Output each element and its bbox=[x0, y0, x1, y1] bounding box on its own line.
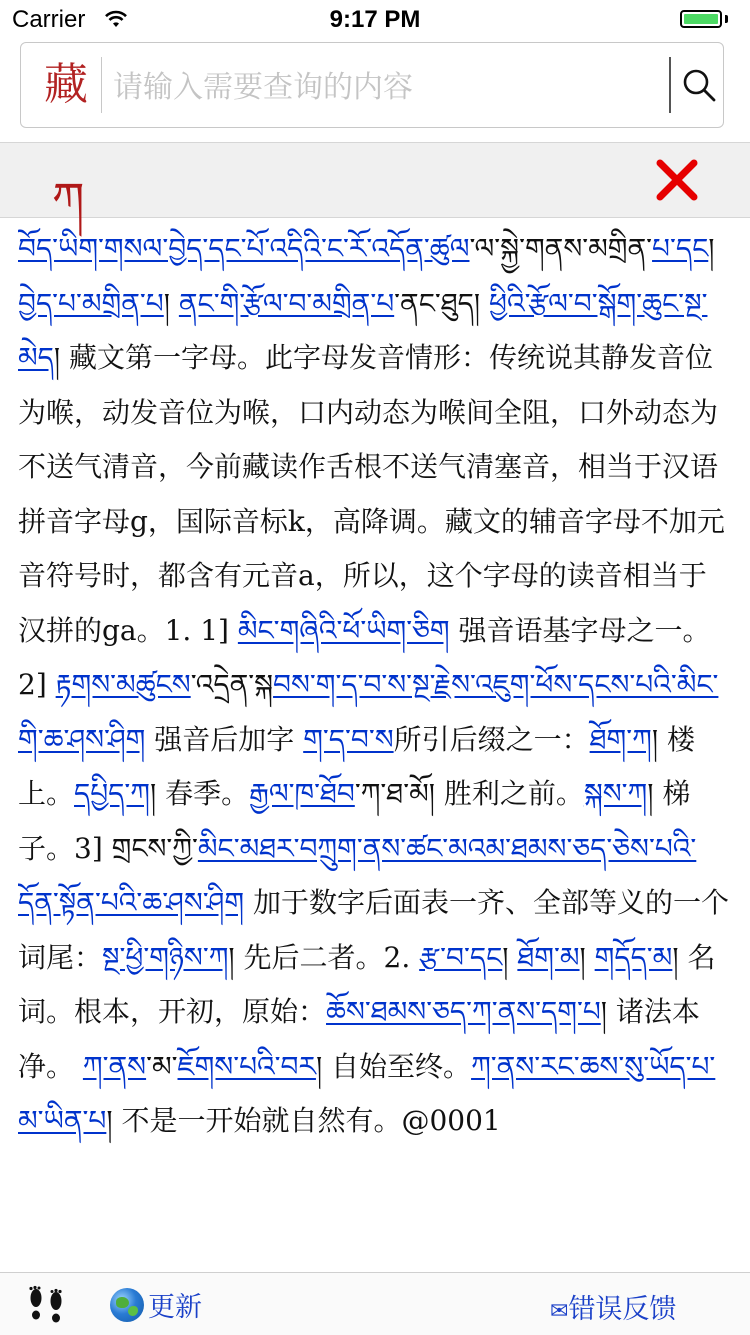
divider bbox=[669, 57, 671, 113]
definition-text: ་ལ་སྐྱེ་གནས་མགྲིན་ bbox=[469, 232, 653, 265]
definition-text: ་འདྲེན་སྐ bbox=[190, 668, 274, 701]
bottom-toolbar bbox=[0, 1272, 750, 1335]
tibetan-term-link[interactable]: རྩ་བ་དང bbox=[419, 940, 503, 974]
definition-text: ། 梯子。3] གྲངས་ཀྱི་ bbox=[18, 777, 691, 865]
definition-text: ། 藏文第一字母。此字母发音情形：传统说其静发音位为喉，动发音位为喉，口内动态为喉间全阻，口外动态为不送气清音，今前藏读作舌根不送气清塞音，相当于汉语拼音字母g，国际音标k，高降调。藏文的辅音字母不加元音符号时，都含有元音a，所以，这个字母的读音相当于汉拼的ga。1. 1] bbox=[18, 341, 725, 647]
tibetan-term-link[interactable]: བྱེད་པ་མགྲིན་པ bbox=[18, 286, 164, 320]
feedback-label: 错误反馈 bbox=[568, 1294, 677, 1325]
tibetan-term-link[interactable]: རྒྱལ་ཁ་ཐོབ bbox=[249, 777, 355, 810]
definition-text: 强音语基字母之一。2] bbox=[18, 613, 711, 701]
mail-icon: ✉ bbox=[550, 1299, 569, 1324]
tibetan-term-link[interactable]: ག་ད་བ་ས bbox=[303, 722, 394, 756]
definition-text: ། 楼上。 bbox=[18, 722, 695, 810]
footprints-icon[interactable] bbox=[24, 1285, 70, 1325]
definition-text: ་མ་ bbox=[146, 1049, 178, 1083]
status-bar bbox=[0, 0, 750, 40]
definition-text: 强音后加字 bbox=[145, 722, 304, 756]
definition-text: ། bbox=[502, 940, 518, 974]
language-toggle-button[interactable]: 藏 bbox=[44, 59, 88, 110]
tibetan-term-link[interactable]: བོད་ཡིག་གསལ་བྱེད་དང་པོ་འདིའི་ང་རོ་འདོན་ཚུལ bbox=[18, 232, 470, 265]
search-icon[interactable] bbox=[679, 63, 719, 107]
carrier-label: Carrier bbox=[12, 6, 86, 33]
clock: 9:17 PM bbox=[329, 6, 421, 33]
tibetan-term-link[interactable]: སྐས་ཀ bbox=[583, 777, 648, 810]
definition-text: ་ནང་ཐུད། bbox=[394, 286, 490, 320]
tibetan-term-link[interactable]: ཕྱིའི་རྩོལ་བ་སྒོག་ཆུང་སྔ་མེད bbox=[18, 286, 708, 374]
tibetan-term-link[interactable]: པ་དང bbox=[652, 232, 709, 265]
tibetan-term-link[interactable]: ཀ་ནས bbox=[82, 1049, 147, 1083]
definition-text: ། 诸法本净。 bbox=[18, 995, 700, 1083]
tibetan-term-link[interactable]: ནང་གི་རྩོལ་བ་མགྲིན་པ bbox=[178, 286, 395, 320]
battery-icon bbox=[680, 10, 722, 28]
definition-text: ། 自始至终。 bbox=[315, 1049, 472, 1083]
tibetan-term-link[interactable]: ཇོགས་པའི་བར bbox=[177, 1049, 316, 1083]
close-icon[interactable] bbox=[654, 157, 700, 203]
definition-text: ། 先后二者。2. bbox=[228, 940, 420, 974]
feedback-button[interactable] bbox=[550, 1287, 676, 1326]
globe-icon bbox=[110, 1288, 144, 1322]
definition-text: ། 不是一开始就自然有。@0001 bbox=[106, 1104, 501, 1137]
tibetan-term-link[interactable]: ཐོག་ཀ bbox=[589, 722, 652, 756]
search-input[interactable] bbox=[111, 63, 663, 111]
battery-tip bbox=[725, 15, 728, 23]
update-label: 更新 bbox=[148, 1292, 202, 1323]
tibetan-term-link[interactable]: མིང་གཞིའི་ཕོ་ཡིག་ཅིག bbox=[237, 613, 450, 647]
entry-header bbox=[0, 142, 750, 226]
tibetan-term-link[interactable]: གདོད་མ bbox=[594, 940, 673, 974]
headword: ཀ bbox=[52, 172, 85, 226]
definition-text: ། bbox=[579, 940, 595, 974]
definition-text: 所引后缀之一： bbox=[393, 722, 590, 756]
definition-body bbox=[18, 222, 734, 1262]
tibetan-term-link[interactable]: ཐོག་མ bbox=[517, 940, 580, 974]
definition-text: ། bbox=[163, 286, 179, 320]
tibetan-term-link[interactable]: སྔ་ཕྱི་གཉིས་ཀ bbox=[102, 940, 229, 974]
tibetan-term-link[interactable]: རྟགས་མཚུངས bbox=[55, 668, 191, 701]
definition-text: ་ཀ་ཐ་མོ། 胜利之前。 bbox=[354, 777, 584, 810]
tibetan-term-link[interactable]: ཆོས་ཐམས་ཅད་ཀ་ནས་དག་པ bbox=[326, 995, 601, 1028]
tibetan-term-link[interactable]: བས་ག་ད་བ་ས་སྔ་རྗེས་འཇུག་ཕོས་དངས་པའི་མིང་གི་ཆ་ཤས་ཤིག bbox=[18, 668, 719, 756]
tibetan-term-link[interactable]: དཔྱིད་ཀ bbox=[74, 777, 150, 810]
definition-text: ། bbox=[708, 232, 715, 265]
tibetan-term-link[interactable]: མིང་མཐར་བཀྲུག་ནས་ཚང་མའམ་ཐམས་ཅད་ཅེས་པའི་དོན་སྟོན་པའི་ཆ་ཤས་ཤིག bbox=[18, 831, 697, 919]
tibetan-term-link[interactable]: ཀ་ནས་རང་ཆས་སུ་ཡོད་པ་མ་ཡིན་པ bbox=[18, 1049, 716, 1137]
definition-text: ། 名词。根本，开初，原始： bbox=[18, 940, 716, 1028]
divider bbox=[101, 57, 102, 113]
search-bar bbox=[20, 42, 724, 128]
definition-text: 加于数字后面表一齐、全部等义的一个词尾： bbox=[18, 886, 729, 974]
definition-text: ། 春季。 bbox=[149, 777, 250, 810]
update-button[interactable] bbox=[110, 1285, 202, 1325]
